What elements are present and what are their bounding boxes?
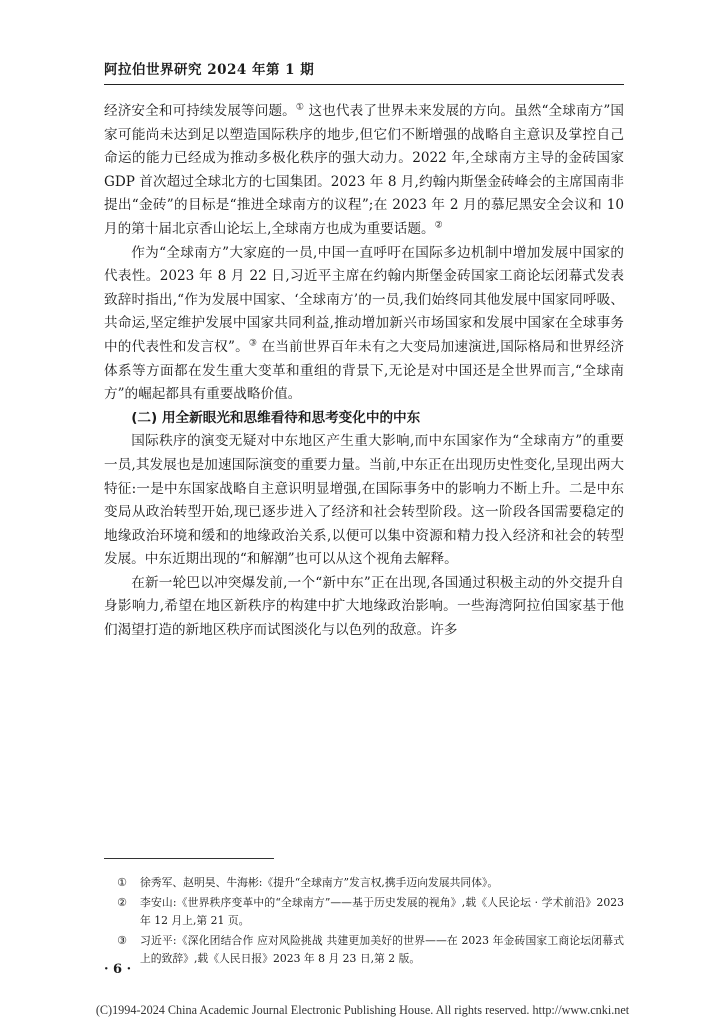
paragraph-2-text: 作为“全球南方”大家庭的一员,中国一直呼吁在国际多边机制中增加发展中国家的代表性。2023 年 8 月 22 日,习近平主席在约翰内斯堡金砖国家工商论坛闭幕式发表致辞时指出,“作为发展中国家、‘全球南方’的一员,我们始终同其他发展中国家同呼吸、共命运,坚定维护发展中国家共同利益,推动增加新兴市场国家和发展中国家在全球事务中的代表性和发言权”。 [104,244,624,355]
footnote-number: ③ [117,934,127,947]
footnote-text: 习近平:《深化团结合作 应对风险挑战 共建更加美好的世界——在 2023 年金砖国家工商论坛闭幕式上的致辞》,载《人民日报》2023 年 8 月 23 日,第 2 版。 [140,934,624,965]
footnote-3 [104,932,624,968]
paragraph-4: 在新一轮巴以冲突爆发前,一个“新中东”正在出现,各国通过积极主动的外交提升自身影响力,希望在地区新秩序的构建中扩大地缘政治影响。一些海湾阿拉伯国家基于他们渴望打造的新地区秩序而试图淡化与以色列的敌意。许多 [104,574,624,639]
body-text [104,100,624,643]
paragraph-3: 国际秩序的演变无疑对中东地区产生重大影响,而中东国家作为“全球南方”的重要一员,其发展也是加速国际演变的重要力量。当前,中东正在出现历史性变化,呈现出两大特征:一是中东国家战略自主意识明显增强,在国际事务中的影响力不断上升。二是中东变局从政治转型开始,现已逐步进入了经济和社会转型阶段。这一阶段各国需要稳定的地缘政治环境和缓和的地缘政治关系,以便可以集中资源和精力投入经济和社会的转型发展。中东近期出现的“和解潮”也可以从这个视角去解释。 [104,433,624,568]
paragraph-2 [104,242,624,407]
footnote-2 [104,894,624,930]
running-header: 阿拉伯世界研究 2024 年第 1 期 [104,62,315,78]
paragraph-2-text-cont: 在当前世界百年未有之大变局加速演进,国际格局和世界经济体系等方面都在发生重大变革和重组的背景下,无论是对中国还是全世界而言,“全球南方”的崛起都具有重要战略价值。 [104,338,625,403]
footnote-number: ① [117,876,127,889]
page-number: · 6 · [104,962,132,977]
footnote-ref-3[interactable]: ③ [248,338,258,349]
section-heading: (二) 用全新眼光和思维看待和思考变化中的中东 [131,409,421,426]
footnote-rule [104,858,274,859]
footnote-text: 李安山:《世界秩序变革中的“全球南方”——基于历史发展的视角》,载《人民论坛 · 学术前沿》2023 年 12 月上,第 21 页。 [140,896,624,927]
footnote-text: 徐秀军、赵明昊、牛海彬:《提升“全球南方”发言权,携手迈向发展共同体》。 [140,876,499,889]
copyright-notice: (C)1994-2024 China Academic Journal Electronic Publishing House. All rights reserved. http://www.cnki.net [95,1003,630,1017]
paragraph-1-text-cont: 这也代表了世界未来发展的方向。虽然“全球南方”国家可能尚未达到足以塑造国际秩序的地步,但它们不断增强的战略自主意识及掌控自己命运的能力已经成为推动多极化秩序的强大动力。2022 年,全球南方主导的金砖国家 GDP 首次超过全球北方的七国集团。2023 年 8 月,约翰内斯堡金砖峰会的主席国南非提出“金砖”的目标是“推进全球南方的议程”;在 2023 年 2 月的慕尼黑安全会议和 10 月的第十届北京香山论坛上,全球南方也成为重要话题。 [104,103,625,237]
header-rule [104,84,624,85]
paragraph-1 [104,100,624,242]
footnote-1 [104,874,624,892]
footnote-number: ② [117,896,127,909]
footnote-ref-2[interactable]: ② [434,220,443,231]
footnote-ref-1[interactable]: ① [295,102,305,113]
paragraph-1-text: 经济安全和可持续发展等问题。 [104,103,296,119]
footnotes [104,874,624,970]
